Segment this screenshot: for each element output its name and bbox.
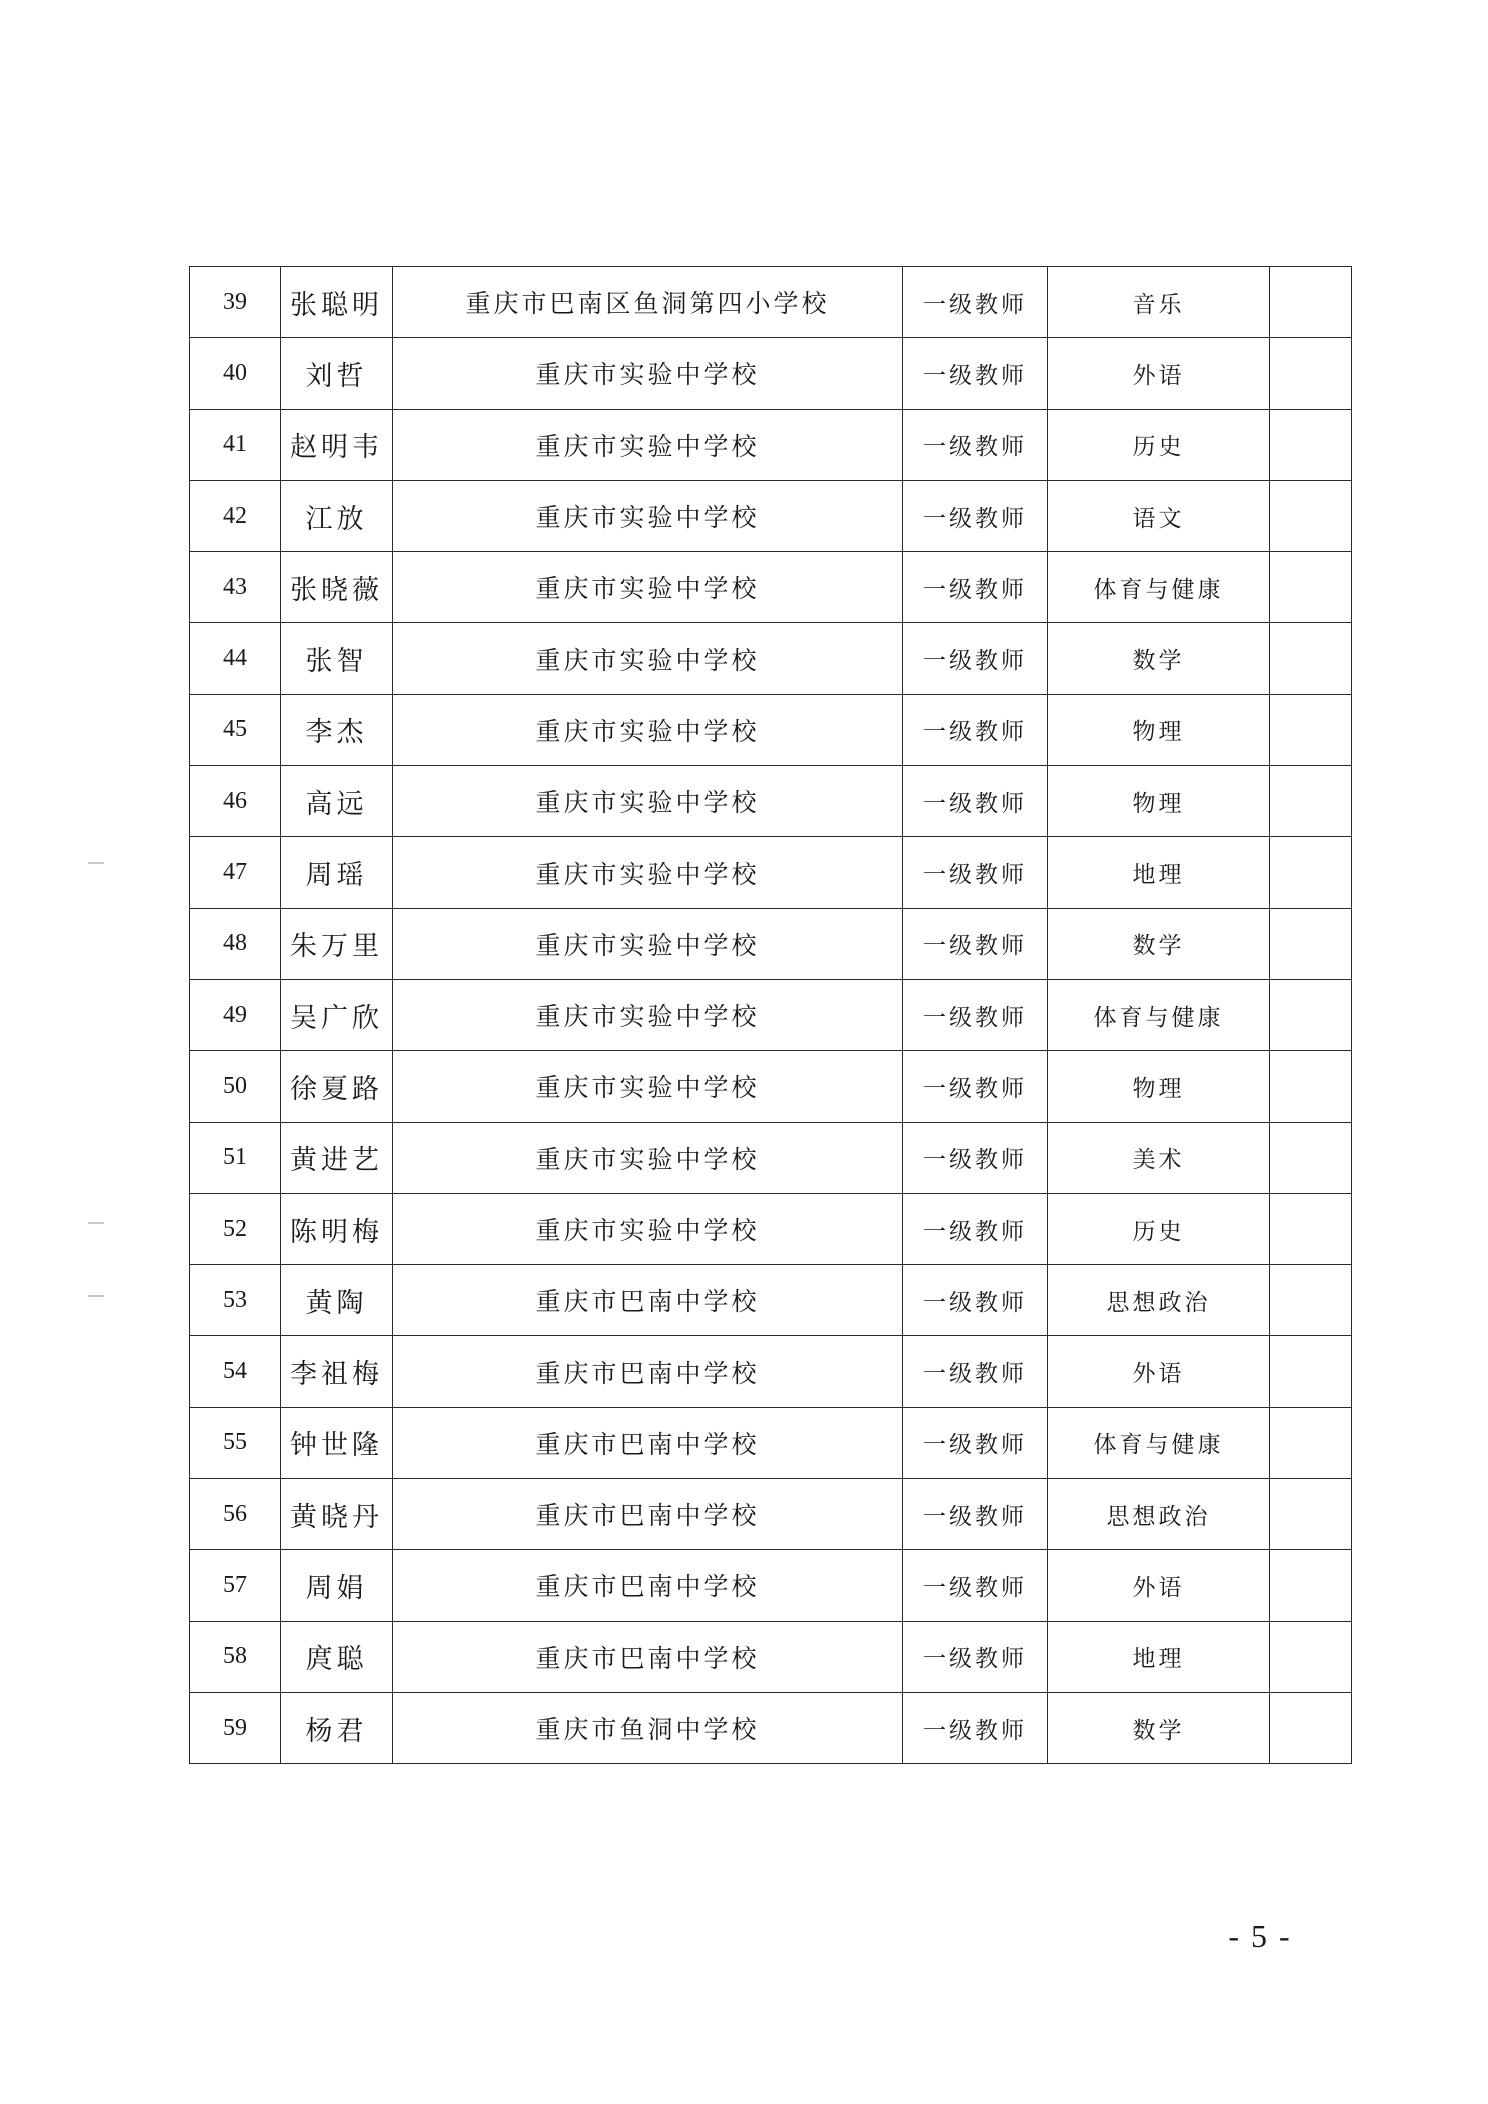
scan-margin-mark <box>88 1295 104 1297</box>
subject-cell: 思想政治 <box>1048 1265 1270 1336</box>
row-number-cell: 50 <box>190 1051 281 1122</box>
note-cell <box>1270 1550 1352 1621</box>
subject-cell: 数学 <box>1048 908 1270 979</box>
school-cell: 重庆市实验中学校 <box>393 766 903 837</box>
title-cell: 一级教师 <box>903 267 1048 338</box>
scan-margin-mark <box>88 862 104 864</box>
title-cell: 一级教师 <box>903 837 1048 908</box>
note-cell <box>1270 1336 1352 1407</box>
title-cell: 一级教师 <box>903 1407 1048 1478</box>
note-cell <box>1270 1621 1352 1692</box>
teacher-name-cell: 刘哲 <box>281 338 393 409</box>
note-cell <box>1270 979 1352 1050</box>
teacher-name-cell: 周娟 <box>281 1550 393 1621</box>
teacher-name-cell: 李杰 <box>281 694 393 765</box>
row-number-cell: 40 <box>190 338 281 409</box>
teacher-name-cell: 张晓薇 <box>281 552 393 623</box>
teacher-name-cell: 钟世隆 <box>281 1407 393 1478</box>
teacher-name-cell: 陈明梅 <box>281 1193 393 1264</box>
roster-body <box>190 267 1352 1764</box>
table-row <box>190 552 1352 623</box>
table-row <box>190 1193 1352 1264</box>
row-number-cell: 47 <box>190 837 281 908</box>
row-number-cell: 52 <box>190 1193 281 1264</box>
subject-cell: 物理 <box>1048 1051 1270 1122</box>
school-cell: 重庆市实验中学校 <box>393 480 903 551</box>
subject-cell: 思想政治 <box>1048 1479 1270 1550</box>
school-cell: 重庆市巴南中学校 <box>393 1550 903 1621</box>
school-cell: 重庆市巴南中学校 <box>393 1479 903 1550</box>
note-cell <box>1270 1265 1352 1336</box>
school-cell: 重庆市实验中学校 <box>393 552 903 623</box>
school-cell: 重庆市实验中学校 <box>393 837 903 908</box>
table-row <box>190 694 1352 765</box>
note-cell <box>1270 338 1352 409</box>
school-cell: 重庆市实验中学校 <box>393 338 903 409</box>
teacher-name-cell: 赵明韦 <box>281 409 393 480</box>
subject-cell: 体育与健康 <box>1048 979 1270 1050</box>
title-cell: 一级教师 <box>903 1122 1048 1193</box>
subject-cell: 物理 <box>1048 766 1270 837</box>
school-cell: 重庆市巴南中学校 <box>393 1407 903 1478</box>
table-row <box>190 766 1352 837</box>
school-cell: 重庆市巴南中学校 <box>393 1621 903 1692</box>
subject-cell: 外语 <box>1048 1550 1270 1621</box>
teacher-name-cell: 张聪明 <box>281 267 393 338</box>
subject-cell: 美术 <box>1048 1122 1270 1193</box>
table-row <box>190 623 1352 694</box>
school-cell: 重庆市实验中学校 <box>393 1122 903 1193</box>
note-cell <box>1270 409 1352 480</box>
teacher-name-cell: 朱万里 <box>281 908 393 979</box>
note-cell <box>1270 267 1352 338</box>
row-number-cell: 42 <box>190 480 281 551</box>
subject-cell: 数学 <box>1048 1692 1270 1763</box>
table-row <box>190 1265 1352 1336</box>
row-number-cell: 53 <box>190 1265 281 1336</box>
note-cell <box>1270 480 1352 551</box>
teacher-name-cell: 李祖梅 <box>281 1336 393 1407</box>
row-number-cell: 49 <box>190 979 281 1050</box>
row-number-cell: 46 <box>190 766 281 837</box>
title-cell: 一级教师 <box>903 979 1048 1050</box>
note-cell <box>1270 1407 1352 1478</box>
note-cell <box>1270 837 1352 908</box>
note-cell <box>1270 694 1352 765</box>
row-number-cell: 43 <box>190 552 281 623</box>
table-row <box>190 837 1352 908</box>
row-number-cell: 44 <box>190 623 281 694</box>
table-row <box>190 1479 1352 1550</box>
note-cell <box>1270 1692 1352 1763</box>
teacher-name-cell: 黄晓丹 <box>281 1479 393 1550</box>
note-cell <box>1270 1193 1352 1264</box>
scan-margin-mark <box>88 1222 104 1224</box>
subject-cell: 外语 <box>1048 1336 1270 1407</box>
title-cell: 一级教师 <box>903 1193 1048 1264</box>
table-row <box>190 1407 1352 1478</box>
table-row <box>190 267 1352 338</box>
subject-cell: 数学 <box>1048 623 1270 694</box>
school-cell: 重庆市实验中学校 <box>393 694 903 765</box>
teacher-name-cell: 江放 <box>281 480 393 551</box>
teacher-name-cell: 黄陶 <box>281 1265 393 1336</box>
table-row <box>190 1051 1352 1122</box>
table-row <box>190 908 1352 979</box>
teacher-name-cell: 黄进艺 <box>281 1122 393 1193</box>
school-cell: 重庆市实验中学校 <box>393 979 903 1050</box>
subject-cell: 外语 <box>1048 338 1270 409</box>
title-cell: 一级教师 <box>903 1692 1048 1763</box>
title-cell: 一级教师 <box>903 694 1048 765</box>
title-cell: 一级教师 <box>903 623 1048 694</box>
note-cell <box>1270 1051 1352 1122</box>
subject-cell: 体育与健康 <box>1048 1407 1270 1478</box>
row-number-cell: 58 <box>190 1621 281 1692</box>
note-cell <box>1270 1122 1352 1193</box>
row-number-cell: 59 <box>190 1692 281 1763</box>
school-cell: 重庆市实验中学校 <box>393 1193 903 1264</box>
title-cell: 一级教师 <box>903 1265 1048 1336</box>
school-cell: 重庆市鱼洞中学校 <box>393 1692 903 1763</box>
teacher-name-cell: 张智 <box>281 623 393 694</box>
note-cell <box>1270 908 1352 979</box>
table-row <box>190 979 1352 1050</box>
row-number-cell: 51 <box>190 1122 281 1193</box>
table-row <box>190 1621 1352 1692</box>
teacher-roster-table <box>189 266 1352 1764</box>
subject-cell: 物理 <box>1048 694 1270 765</box>
subject-cell: 历史 <box>1048 409 1270 480</box>
title-cell: 一级教师 <box>903 1621 1048 1692</box>
page-number: - 5 - <box>1228 1918 1292 1954</box>
row-number-cell: 41 <box>190 409 281 480</box>
teacher-name-cell: 庹聪 <box>281 1621 393 1692</box>
title-cell: 一级教师 <box>903 409 1048 480</box>
table-row <box>190 1122 1352 1193</box>
table-row <box>190 1692 1352 1763</box>
table-row <box>190 1336 1352 1407</box>
title-cell: 一级教师 <box>903 766 1048 837</box>
school-cell: 重庆市巴南中学校 <box>393 1265 903 1336</box>
school-cell: 重庆市巴南中学校 <box>393 1336 903 1407</box>
table-row <box>190 338 1352 409</box>
title-cell: 一级教师 <box>903 908 1048 979</box>
table-row <box>190 409 1352 480</box>
title-cell: 一级教师 <box>903 1051 1048 1122</box>
table-row <box>190 480 1352 551</box>
note-cell <box>1270 1479 1352 1550</box>
title-cell: 一级教师 <box>903 1336 1048 1407</box>
row-number-cell: 45 <box>190 694 281 765</box>
subject-cell: 历史 <box>1048 1193 1270 1264</box>
subject-cell: 体育与健康 <box>1048 552 1270 623</box>
table-row <box>190 1550 1352 1621</box>
row-number-cell: 54 <box>190 1336 281 1407</box>
teacher-name-cell: 杨君 <box>281 1692 393 1763</box>
subject-cell: 语文 <box>1048 480 1270 551</box>
school-cell: 重庆市实验中学校 <box>393 908 903 979</box>
school-cell: 重庆市实验中学校 <box>393 1051 903 1122</box>
title-cell: 一级教师 <box>903 480 1048 551</box>
row-number-cell: 48 <box>190 908 281 979</box>
note-cell <box>1270 766 1352 837</box>
school-cell: 重庆市巴南区鱼洞第四小学校 <box>393 267 903 338</box>
note-cell <box>1270 552 1352 623</box>
teacher-name-cell: 高远 <box>281 766 393 837</box>
row-number-cell: 57 <box>190 1550 281 1621</box>
title-cell: 一级教师 <box>903 1479 1048 1550</box>
teacher-name-cell: 周瑶 <box>281 837 393 908</box>
title-cell: 一级教师 <box>903 338 1048 409</box>
title-cell: 一级教师 <box>903 552 1048 623</box>
teacher-name-cell: 徐夏路 <box>281 1051 393 1122</box>
title-cell: 一级教师 <box>903 1550 1048 1621</box>
school-cell: 重庆市实验中学校 <box>393 623 903 694</box>
subject-cell: 音乐 <box>1048 267 1270 338</box>
row-number-cell: 55 <box>190 1407 281 1478</box>
subject-cell: 地理 <box>1048 837 1270 908</box>
teacher-name-cell: 吴广欣 <box>281 979 393 1050</box>
note-cell <box>1270 623 1352 694</box>
row-number-cell: 39 <box>190 267 281 338</box>
subject-cell: 地理 <box>1048 1621 1270 1692</box>
row-number-cell: 56 <box>190 1479 281 1550</box>
school-cell: 重庆市实验中学校 <box>393 409 903 480</box>
